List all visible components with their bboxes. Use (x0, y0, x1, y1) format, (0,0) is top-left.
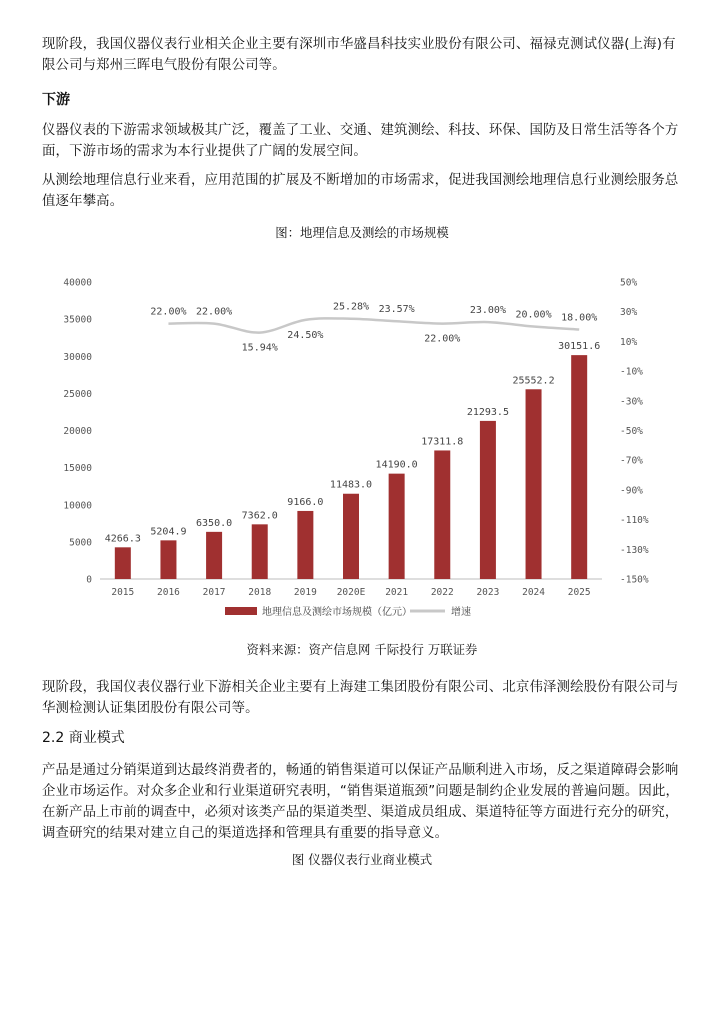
legend-swatch-bar (225, 607, 257, 615)
y-left-tick-label: 30000 (63, 351, 92, 363)
growth-data-label: 23.00% (469, 305, 506, 317)
growth-data-label: 22.00% (424, 333, 461, 345)
growth-data-label: 25.28% (332, 301, 370, 313)
y-right-tick-label: -30% (620, 396, 643, 408)
x-tick-label: 2017 (202, 587, 226, 598)
y-right-tick-label: -130% (620, 544, 649, 556)
bar-data-label: 17311.8 (421, 436, 464, 448)
bar-data-label: 7362.0 (241, 510, 278, 522)
bar (434, 450, 450, 579)
growth-data-label: 23.57% (378, 304, 415, 316)
heading-downstream: 下游 (42, 92, 70, 108)
bar-data-label: 6350.0 (196, 517, 233, 529)
x-tick-label: 2021 (385, 587, 409, 598)
bar (252, 524, 268, 579)
y-left-tick-label: 25000 (63, 388, 92, 400)
paragraph-downstream-demand: 仪器仪表的下游需求领域极其广泛，覆盖了工业、交通、建筑测绘、科技、环保、国防及日常生活等各个方面，下游市场的需求为本行业提供了广阔的发展空间。 (42, 123, 679, 159)
bar-data-label: 4266.3 (104, 533, 141, 545)
bar-data-label: 25552.2 (512, 375, 555, 387)
growth-data-label: 22.00% (196, 306, 233, 318)
figure-caption-market-size: 图：地理信息及测绘的市场规模 (275, 225, 449, 240)
bar (115, 547, 131, 579)
bar (389, 474, 405, 579)
paragraph-upstream-companies: 现阶段，我国仪器仪表行业相关企业主要有深圳市华盛昌科技实业股份有限公司、福禄克测试仪器(上海)有限公司与郑州三晖电气股份有限公司等。 (42, 37, 676, 73)
growth-data-label: 15.94% (241, 342, 278, 354)
paragraph-surveying-market: 从测绘地理信息行业来看，应用范围的扩展及不断增加的市场需求，促进我国测绘地理信息行业测绘服务总值逐年攀高。 (42, 173, 679, 209)
bar (526, 389, 542, 579)
bar-data-label: 5204.9 (150, 526, 187, 538)
y-right-tick-label: -10% (620, 366, 643, 378)
bar (160, 540, 176, 579)
y-left-tick-label: 35000 (63, 314, 92, 326)
bar-data-label: 9166.0 (287, 496, 324, 508)
y-right-tick-label: -110% (620, 515, 649, 527)
growth-data-label: 20.00% (515, 309, 552, 321)
x-tick-label: 2023 (476, 587, 500, 598)
x-tick-label: 2022 (430, 587, 454, 598)
bar-data-label: 30151.6 (558, 341, 601, 353)
bar-data-label: 11483.0 (329, 479, 373, 491)
bar (206, 532, 222, 579)
x-tick-label: 2015 (111, 587, 135, 598)
bar (297, 511, 313, 579)
chart-source-note: 资料来源：资产信息网 千际投行 万联证券 (246, 642, 478, 657)
legend-label-market-size: 地理信息及测绘市场规模（亿元） (262, 607, 412, 618)
growth-data-label: 22.00% (150, 306, 187, 318)
y-right-tick-label: -150% (620, 574, 649, 586)
y-right-tick-label: 10% (620, 336, 638, 348)
bar (571, 355, 587, 579)
section-heading-business-model: 2.2 商业模式 (42, 730, 125, 746)
x-tick-label: 2024 (522, 587, 545, 598)
x-tick-label: 2019 (293, 587, 317, 598)
y-left-tick-label: 10000 (63, 500, 92, 512)
y-right-tick-label: 30% (620, 307, 638, 319)
paragraph-downstream-companies: 现阶段，我国仪表仪器行业下游相关企业主要有上海建工集团股份有限公司、北京伟泽测绘股份有限公司与华测检测认证集团股份有限公司等。 (42, 680, 679, 716)
y-left-tick-label: 15000 (63, 463, 92, 475)
bar (480, 421, 496, 579)
figure-caption-business-model: 图 仪器仪表行业商业模式 (291, 852, 433, 867)
bar-data-label: 14190.0 (375, 459, 418, 471)
x-tick-label: 2018 (248, 587, 272, 598)
y-left-tick-label: 20000 (63, 426, 92, 437)
x-tick-label: 2016 (157, 587, 180, 598)
growth-data-label: 24.50% (287, 329, 324, 341)
x-tick-label: 2020E (336, 587, 366, 598)
growth-data-label: 18.00% (561, 312, 598, 324)
market-size-chart (55, 262, 655, 637)
legend-label-growth: 增速 (451, 607, 471, 618)
bar-data-label: 21293.5 (466, 406, 509, 418)
y-left-tick-label: 5000 (69, 537, 92, 549)
y-right-tick-label: -90% (620, 485, 643, 497)
x-tick-label: 2025 (567, 587, 591, 598)
y-left-tick-label: 0 (86, 574, 92, 586)
y-right-tick-label: -50% (620, 426, 643, 437)
bar (343, 494, 359, 579)
paragraph-sales-channels: 产品是通过分销渠道到达最终消费者的，畅通的销售渠道可以保证产品顺利进入市场，反之渠道障碍会影响企业市场运作。对众多企业和行业渠道研究表明，“销售渠道瓶颈”问题是制约企业发展的普遍问题。因此，在新产品上市前的调查中，必须对该类产品的渠道类型、渠道成员组成、渠道特征等方面进行充分的研究，调查研究的结果对建立自己的渠道选择和管理具有重要的指导意义。 (42, 763, 680, 841)
y-left-tick-label: 40000 (63, 277, 92, 289)
y-right-tick-label: 50% (620, 277, 638, 289)
y-right-tick-label: -70% (620, 455, 643, 467)
